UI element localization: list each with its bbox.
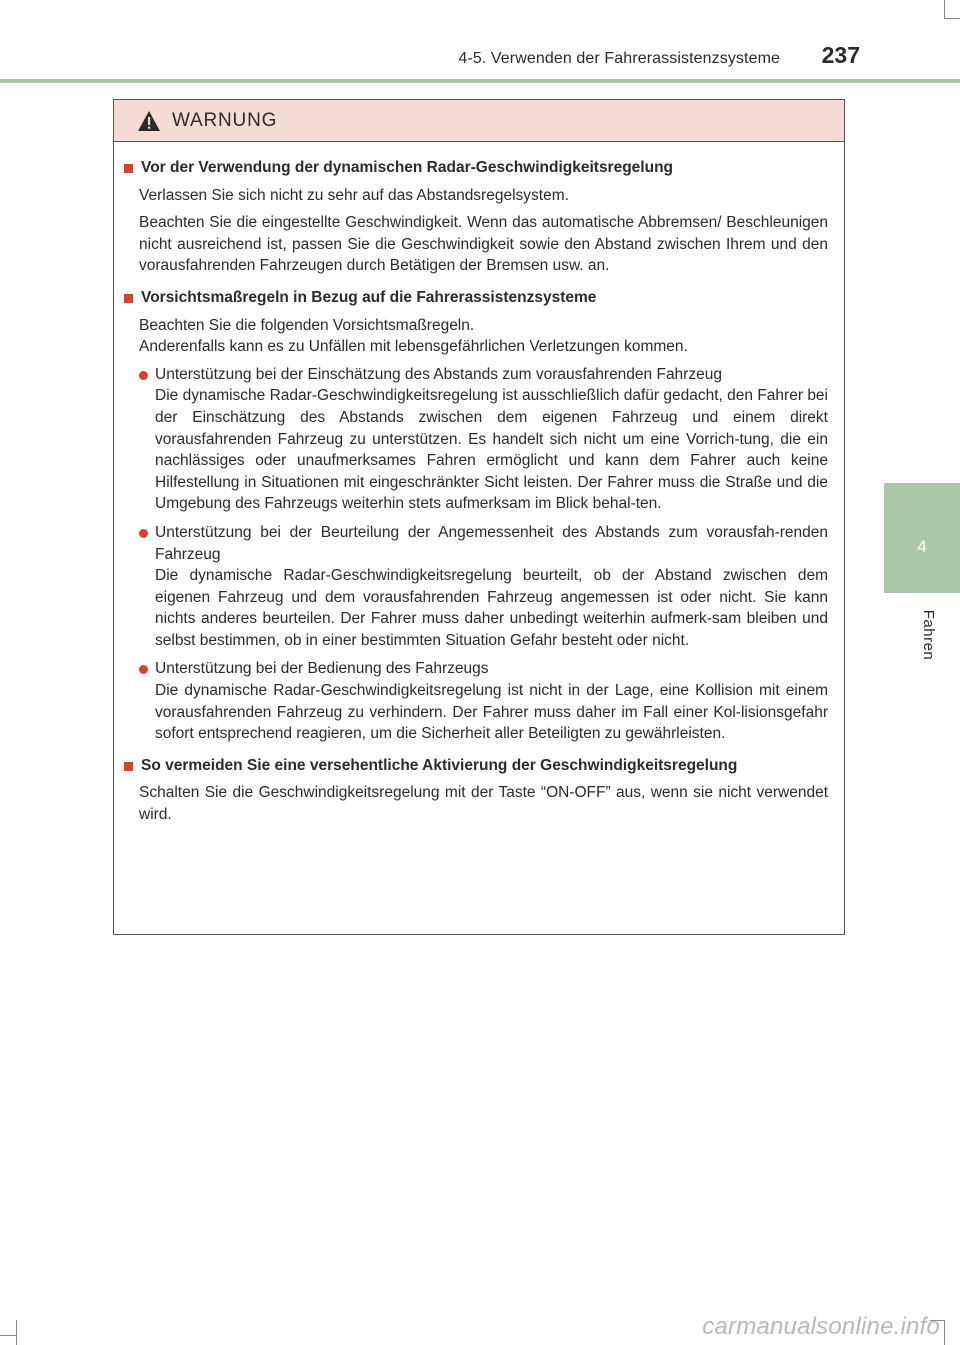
watermark: carmanualsonline.info [702, 1313, 940, 1340]
bullet-body: Die dynamische Radar-Geschwindigkeitsregelung ist nicht in der Lage, eine Kollision mit einem vorausfahrenden Fahrzeug zu verhindern. Der Fahrer muss daher im Fall einer Kol-lisionsgefahr sofort entsprechend reagieren, um die Sicherheit aller Beteiligten zu gewährleisten. [155, 682, 828, 743]
paragraph: Verlassen Sie sich nicht zu sehr auf das Abstandsregelsystem. [139, 186, 569, 204]
square-bullet-icon [124, 762, 133, 771]
section-heading-text: Vor der Verwendung der dynamischen Radar-Geschwindigkeitsregelung [141, 159, 674, 176]
section-heading-text: Vorsichtsmaßregeln in Bezug auf die Fahrerassistenzsysteme [141, 288, 597, 306]
bullet-title: Unterstützung bei der Beurteilung der Angemessenheit des Abstands zum vorausfah-renden Fahrzeug [155, 523, 828, 563]
warning-triangle-icon [137, 110, 161, 132]
section-paragraphs [139, 782, 828, 825]
square-bullet-icon [124, 164, 133, 173]
square-bullet-icon [124, 294, 133, 303]
section-paragraphs [139, 315, 828, 358]
section-heading-text: So vermeiden Sie eine versehentliche Aktivierung der Geschwindigkeitsregelung [141, 756, 738, 774]
crop-mark [0, 1335, 16, 1336]
section-heading [124, 287, 828, 309]
crop-mark [944, 18, 960, 19]
round-bullet-icon [139, 371, 148, 380]
warning-body [114, 142, 844, 826]
header-divider [0, 79, 960, 83]
bullet-text [155, 522, 828, 652]
warning-title: WARNUNG [172, 110, 278, 131]
crop-mark [944, 0, 945, 18]
list-item [139, 364, 828, 515]
round-bullet-icon [139, 665, 148, 674]
page-header-title: 4-5. Verwenden der Fahrerassistenzsysteme [458, 50, 780, 67]
chapter-tab [884, 483, 960, 593]
bullet-body: Die dynamische Radar-Geschwindigkeitsregelung ist ausschließlich dafür gedacht, den Fahrer bei der Einschätzung des Abstands zwischen dem eigenen Fahrzeug und einem direkt vorausfahrenden Fahrzeug zu unterstützen. Es handelt sich nicht um eine Vorrich-tung, die ein nachlässiges oder unaufmerksames Fahren ermöglicht und kann dem Fahrer auch keine Hilfestellung in Situationen mit eingeschränkter Sicht leisten. Der Fahrer muss die Straße und die Umgebung des Fahrzeugs weiterhin stets aufmerksam im Blick behal-ten. [155, 387, 828, 513]
warning-box [113, 99, 845, 935]
section-heading [124, 157, 828, 179]
warning-header [114, 100, 844, 142]
chapter-number: 4 [917, 537, 927, 556]
warning-section [124, 287, 828, 745]
paragraph: Schalten Sie die Geschwindigkeitsregelung mit der Taste “ON-OFF” aus, wenn sie nicht verwendet wird. [139, 784, 828, 824]
bullet-title: Unterstützung bei der Bedienung des Fahrzeugs [155, 660, 489, 678]
section-paragraphs [139, 185, 828, 277]
warning-section [124, 755, 828, 826]
bullet-title: Unterstützung bei der Einschätzung des Abstands zum vorausfahrenden Fahrzeug [155, 365, 722, 383]
warning-section [124, 157, 828, 277]
bullet-body: Die dynamische Radar-Geschwindigkeitsregelung beurteilt, ob der Abstand zwischen dem eigenen Fahrzeug und dem vorausfahrenden Fahrzeug angemessen ist oder nicht. Sie kann nichts anderes beurteilen. Der Fahrer muss daher unbedingt weiterhin aufmerk-sam bleiben und selbst bestimmen, ob in einer bestimmten Situation Gefahr besteht oder nicht. [155, 567, 828, 649]
crop-mark [944, 1320, 945, 1345]
section-heading [124, 755, 828, 777]
bullet-text [155, 364, 828, 515]
bullet-text [155, 658, 828, 744]
list-item [139, 522, 828, 652]
page-number: 237 [821, 42, 860, 68]
paragraph: Anderenfalls kann es zu Unfällen mit lebensgefährlichen Verletzungen kommen. [139, 338, 688, 356]
crop-mark [16, 1320, 17, 1345]
list-item [139, 658, 828, 744]
chapter-name: Fahren [920, 609, 937, 661]
round-bullet-icon [139, 529, 148, 538]
paragraph: Beachten Sie die eingestellte Geschwindigkeit. Wenn das automatische Abbremsen/ Beschleunigen nicht ausreichend ist, passen Sie die Geschwindigkeit sowie den Abstand zwischen Ihrem und den vorausfahrenden Fahrzeugen durch Betätigen der Bremsen usw. an. [139, 214, 828, 275]
paragraph: Beachten Sie die folgenden Vorsichtsmaßregeln. [139, 316, 475, 334]
